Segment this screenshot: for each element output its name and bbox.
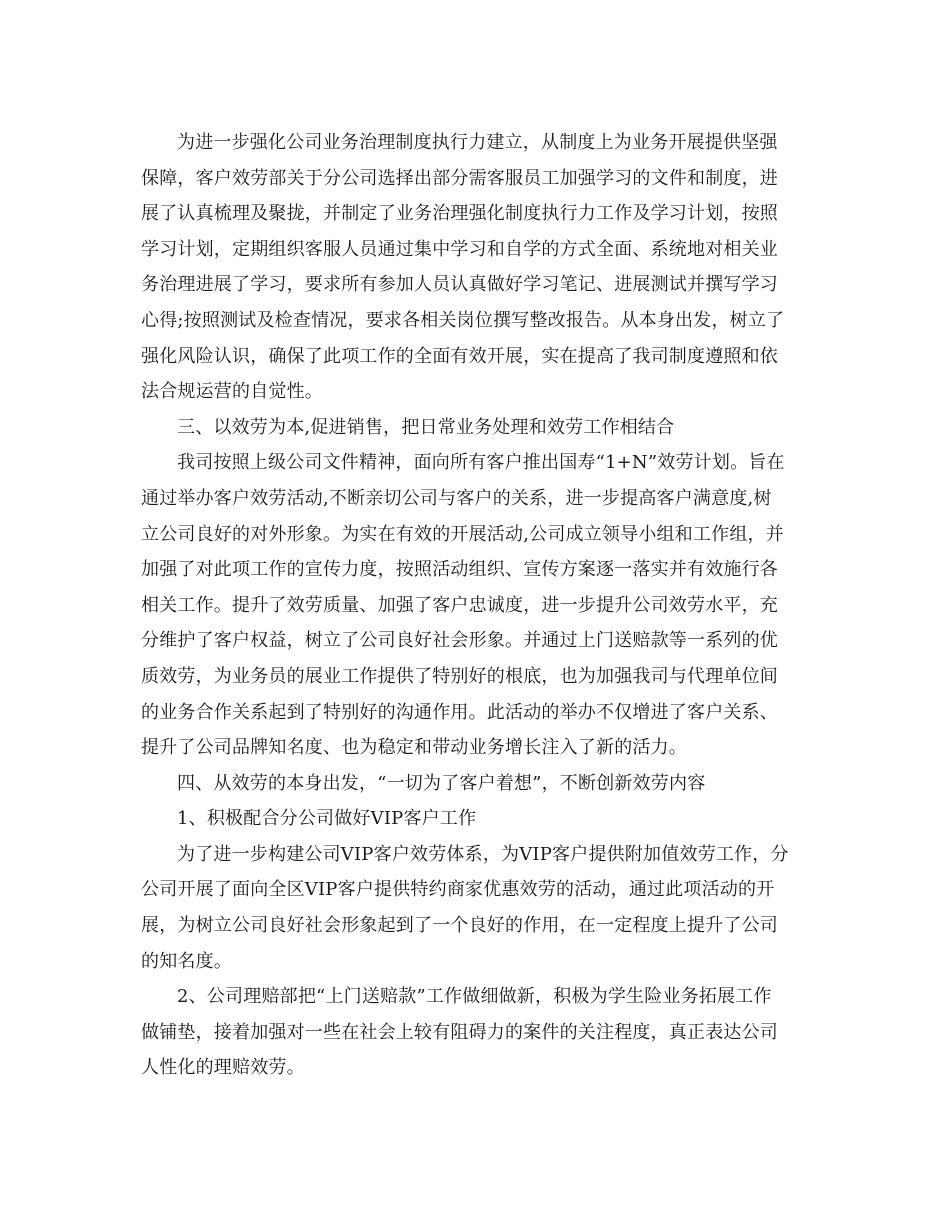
paragraph-management-training: 为进一步强化公司业务治理制度执行力建立，从制度上为业务开展提供坚强 保障，客户效劳部关于分公司选择出部分需客服员工加强学习的文件和制度，进 展了认真梳理及聚拢，并制定了业务治理强化制度执行力工作及学习计划，按照 学习计划，定期组织客服人员通过集中学习和自学的方式全面、系统地对相关业 务治理进展了学习，要求所有参加人员认真做好学习笔记、进展测试并撰写学习 心得;按照测试及检查情况，要求各相关岗位撰写整改报告。从本身出发，树立了 强化风险认识，确保了此项工作的全面有效开展，实在提高了我司制度遵照和依 法合规运营的自觉性。 xyxy=(141,132,785,403)
document-body xyxy=(141,125,811,1086)
paragraph-service-plan: 我司按照上级公司文件精神，面向所有客户推出国寿“1+N”效劳计划。旨在 通过举办客户效劳活动,不断亲切公司与客户的关系，进一步提高客户满意度,树 立公司良好的对外形象。为实在有效的开展活动,公司成立领导小组和工作组，并 加强了对此项工作的宣传力度，按照活动组织、宣传方案逐一落实并有效施行各 相关工作。提升了效劳质量、加强了客户忠诚度，进一步提升公司效劳水平，充 分维护了客户权益，树立了公司良好社会形象。并通过上门送赔款等一系列的优 质效劳，为业务员的展业工作提供了特别好的根底，也为加强我司与代理单位间 的业务合作关系起到了特别好的沟通作用。此活动的举办不仅增进了客户关系、 提升了公司品牌知名度、也为稳定和带动业务增长注入了新的活力。 xyxy=(141,452,785,759)
paragraph-vip-service: 为了进一步构建公司VIP客户效劳体系，为VIP客户提供附加值效劳工作，分 公司开展了面向全区VIP客户提供特约商家优惠效劳的活动，通过此项活动的开 展，为树立公司良好社会形象起到了一个良好的作用，在一定程度上提升了公司 的知名度。 xyxy=(141,843,789,972)
heading-section-four: 四、从效劳的本身出发，“一切为了客户着想”，不断创新效劳内容 xyxy=(177,772,706,794)
subheading-vip-customers: 1、积极配合分公司做好VIP客户工作 xyxy=(177,808,477,830)
paragraph-claims-service: 2、公司理赔部把“上门送赔款”工作做细做新，积极为学生险业务拓展工作 做铺垫，接着加强对一些在社会上较有阻碍力的案件的关注程度，真正表达公司 人性化的理赔效劳。 xyxy=(141,986,778,1079)
heading-section-three: 三、以效劳为本,促进销售，把日常业务处理和效劳工作相结合 xyxy=(177,416,675,438)
